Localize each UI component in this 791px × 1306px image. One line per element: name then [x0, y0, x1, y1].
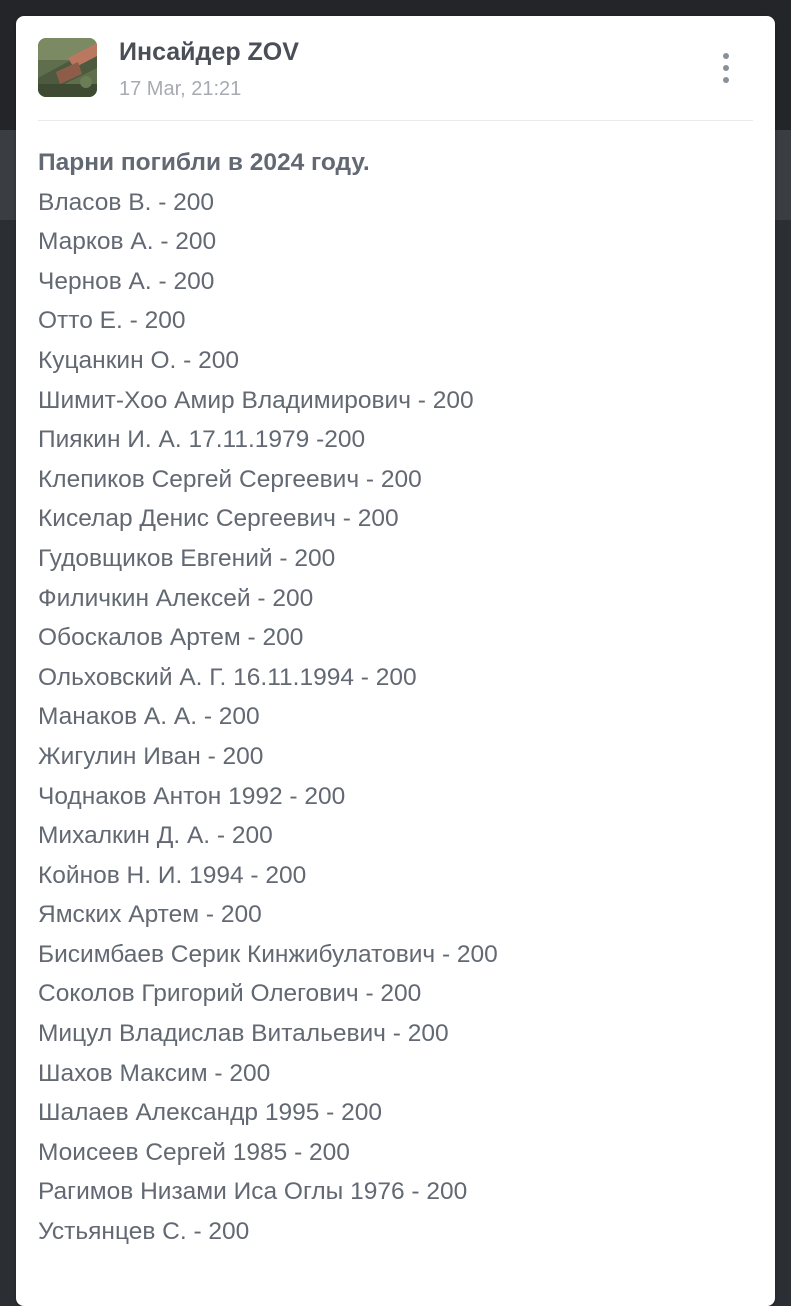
- list-item: Михалкин Д. А. - 200: [38, 822, 273, 850]
- channel-avatar-icon[interactable]: [38, 38, 97, 97]
- post-title: Парни погибли в 2024 году.: [38, 149, 370, 176]
- list-item: Жигулин Иван - 200: [38, 742, 264, 770]
- menu-dot: [723, 53, 729, 59]
- menu-dot: [723, 65, 729, 71]
- list-item: Шалаев Александр 1995 - 200: [38, 1099, 382, 1127]
- list-item: Гудовщиков Евгений - 200: [38, 544, 336, 572]
- list-item: Ямских Артем - 200: [38, 901, 262, 929]
- list-item: Койнов Н. И. 1994 - 200: [38, 861, 307, 889]
- list-item: Киселар Денис Сергеевич - 200: [38, 505, 399, 533]
- list-item: Чоднаков Антон 1992 - 200: [38, 782, 346, 810]
- post-timestamp: 17 Mar, 21:21: [119, 78, 242, 100]
- list-item: Ольховский А. Г. 16.11.1994 - 200: [38, 663, 417, 691]
- list-item: Обоскалов Артем - 200: [38, 624, 304, 652]
- post-text: [38, 143, 753, 1252]
- list-item: Мицул Владислав Витальевич - 200: [38, 1020, 449, 1048]
- list-item: Моисеев Сергей 1985 - 200: [38, 1138, 350, 1166]
- list-item: Соколов Григорий Олегович - 200: [38, 980, 422, 1008]
- list-item: Чернов А. - 200: [38, 267, 215, 295]
- list-item: Пиякин И. А. 17.11.1979 -200: [38, 426, 366, 454]
- list-item: Филичкин Алексей - 200: [38, 584, 314, 612]
- list-item: Клепиков Сергей Сергеевич - 200: [38, 465, 422, 493]
- header-divider: [38, 120, 753, 121]
- list-item: Власов В. - 200: [38, 188, 215, 216]
- list-item: Бисимбаев Серик Кинжибулатович - 200: [38, 940, 498, 968]
- list-item: Манаков А. А. - 200: [38, 703, 260, 731]
- list-item: Рагимов Низами Иса Оглы 1976 - 200: [38, 1178, 468, 1206]
- list-item: Шахов Максим - 200: [38, 1059, 271, 1087]
- list-item: Куцанкин О. - 200: [38, 346, 239, 374]
- list-item: Шимит-Хоо Амир Владимирович - 200: [38, 386, 474, 414]
- list-item: Марков А. - 200: [38, 228, 217, 256]
- vertical-dots-menu-icon[interactable]: [710, 50, 742, 86]
- menu-dot: [723, 77, 729, 83]
- post-card: [16, 16, 775, 1306]
- channel-name[interactable]: Инсайдер ZOV: [119, 38, 299, 66]
- list-item: Отто Е. - 200: [38, 307, 186, 335]
- list-item: Устьянцев С. - 200: [38, 1218, 250, 1246]
